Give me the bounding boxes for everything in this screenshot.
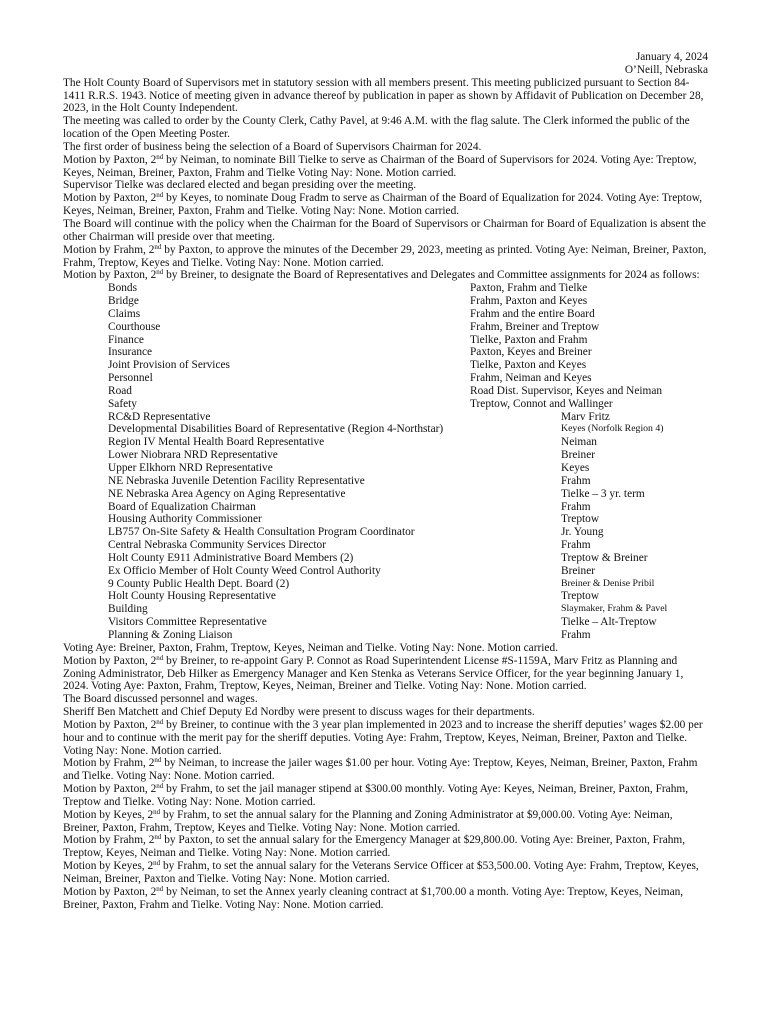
assignment-label: Building [108,603,148,616]
assignment-value: Frahm [561,474,591,487]
motion-paragraph [63,783,708,809]
assignment-value: Slaymaker, Frahm & Pavel [561,603,668,615]
motion-lead: Motion by Paxton, 2 [63,153,157,166]
committee-row [63,346,708,359]
assignment-value: Keyes [561,462,590,474]
committee-row [63,372,708,385]
assignment-value: Marv Fritz [561,410,610,423]
assignment-value: Paxton, Keyes and Breiner [470,346,592,359]
motion-lead: Motion by Paxton, 2 [63,783,157,796]
assignment-value: Paxton, Frahm and Tielke [470,282,588,295]
assignment-value: Frahm [561,628,591,641]
motion-paragraph: The Board will continue with the policy when the Chairman for the Board of Supervisors or Chairman for Board of Equalization is absent the other Chairman will preside over that meeting. [63,217,706,243]
representative-row [63,565,708,578]
ordinal-suffix: nd [154,833,162,842]
motion-body: by Paxton, to approve the minutes of the December 29, 2023, meeting as printed. Voting Aye: Neiman, Breiner, Paxton, Frahm, Treptow, Keyes and Tielke. Voting Nay: None. Motion carried. [63,243,707,269]
representative-row [63,616,708,629]
assignment-label: Finance [108,333,144,346]
ordinal-suffix: nd [156,152,164,161]
assignment-value: Treptow [561,590,600,603]
motion-lead: Motion by Frahm, 2 [63,757,155,770]
intro-section [63,77,708,154]
ordinal-suffix: nd [153,807,161,816]
assignment-label: Holt County Housing Representative [108,590,276,603]
motion-paragraph: Voting Aye: Breiner, Paxton, Frahm, Treptow, Keyes, Neiman and Tielke. Voting Nay: None. Motion carried. [63,641,558,654]
assignment-value: Frahm and the entire Board [470,307,595,320]
meeting-location: O’Neill, Nebraska [624,63,708,76]
representative-row [63,423,708,436]
assignment-label: Bridge [108,295,139,308]
ordinal-suffix: nd [153,859,161,868]
committee-row [63,398,708,411]
motion-paragraph [63,757,708,783]
representative-row [63,552,708,565]
representative-row [63,603,708,616]
committee-assignments [63,282,708,410]
motion-paragraph: The Board discussed personnel and wages. [63,693,258,706]
assignment-label: NE Nebraska Area Agency on Aging Representative [108,487,346,500]
assignment-value: Frahm, Breiner and Treptow [470,320,600,333]
assignment-label: RC&D Representative [108,410,211,423]
assignment-label: Claims [108,307,141,320]
ordinal-suffix: nd [156,884,164,893]
assignment-label: Region IV Mental Health Board Representative [108,436,325,449]
motion-lead: Motion by Paxton, 2 [63,654,157,667]
representative-row [63,411,708,424]
assignment-label: Bonds [108,282,137,295]
representative-row [63,488,708,501]
motion-paragraph [63,886,708,912]
assignment-label: Housing Authority Commissioner [108,513,262,526]
assignment-label: Board of Equalization Chairman [108,500,256,513]
motion-paragraph [63,269,708,282]
motion-body: by Breiner, to re-appoint Gary P. Connot as Road Superintendent License #S-1159A, Marv Fritz as Planning and Zoning Administrator, Deb Hilker as Emergency Manager and Ken Stenka as Veterans Service Officer, for the year beginning January 1, 2024. Voting Aye: Paxton, Frahm, Treptow, Keyes, Neiman, Breiner and Tielke. Voting Nay: None. Motion carried. [63,654,684,693]
assignment-label: Ex Officio Member of Holt County Weed Control Authority [108,564,381,577]
ordinal-suffix: nd [156,268,164,277]
assignment-label: Visitors Committee Representative [108,616,267,629]
representative-row [63,578,708,591]
assignment-label: Joint Provision of Services [108,359,230,372]
committee-row [63,359,708,372]
assignment-value: Treptow, Connot and Wallinger [470,397,613,410]
assignment-label: Upper Elkhorn NRD Representative [108,462,273,474]
representative-row [63,462,708,475]
ordinal-suffix: nd [156,653,164,662]
committee-row [63,282,708,295]
committee-row [63,385,708,398]
committee-row [63,334,708,347]
assignment-value: Tielke – 3 yr. term [561,487,645,500]
motion-paragraph [63,192,708,218]
motion-body: by Frahm, to set the annual salary for the Planning and Zoning Administrator at $9,000.00. Voting Aye: Neiman, Breiner, Paxton, Frahm, Treptow, Keyes and Tielke. Voting Nay: None. Motion carried. [63,808,673,834]
assignment-label: Road [108,384,132,397]
assignment-label: Insurance [108,346,153,359]
assignment-value: Road Dist. Supervisor, Keyes and Neiman [470,384,663,397]
ordinal-suffix: nd [156,782,164,791]
motions-section-1 [63,154,708,282]
representative-assignments [63,411,708,642]
motion-lead: Motion by Paxton, 2 [63,192,157,205]
representative-row [63,449,708,462]
assignment-value: Jr. Young [561,526,604,539]
motion-paragraph [63,154,708,180]
assignment-value: Tielke – Alt-Treptow [561,616,657,629]
motion-paragraph: Sheriff Ben Matchett and Chief Deputy Ed Nordby were present to discuss wages for their departments. [63,706,535,719]
document-page [63,51,708,912]
paragraph: The first order of business being the selection of a Board of Supervisors Chairman for 2024. [63,140,482,153]
assignment-label: LB757 On-Site Safety & Health Consultation Program Coordinator [108,526,415,539]
assignment-value: Tielke, Paxton and Keyes [470,359,587,372]
motion-paragraph [63,719,708,758]
assignment-label: Courthouse [108,320,161,333]
representative-row [63,501,708,514]
assignment-value: Frahm, Neiman and Keyes [470,372,592,385]
assignment-value: Breiner [561,564,596,577]
assignment-value: Frahm, Paxton and Keyes [470,295,588,308]
paragraph: The meeting was called to order by the County Clerk, Cathy Pavel, at 9:46 A.M. with the flag salute. The Clerk informed the public of the location of the Open Meeting Poster. [63,115,690,141]
ordinal-suffix: nd [156,717,164,726]
motion-body: by Neiman, to nominate Bill Tielke to serve as Chairman of the Board of Supervisors for 2024. Voting Aye: Treptow, Keyes, Neiman, Breiner, Paxton, Frahm and Tielke Voting Nay: None. Motion carried. [63,153,697,179]
motion-body: by Neiman, to increase the jailer wages $1.00 per hour. Voting Aye: Treptow, Keyes, Neiman, Breiner, Paxton, Frahm and Tielke. Voting Nay: None. Motion carried. [63,757,698,783]
representative-row [63,436,708,449]
motion-lead: Motion by Frahm, 2 [63,834,155,847]
assignment-value: Frahm [561,500,591,513]
ordinal-suffix: nd [154,756,162,765]
motion-body: by Neiman, to set the Annex yearly cleaning contract at $1,700.00 a month. Voting Aye: Treptow, Keyes, Neiman, Breiner, Paxton, Frahm and Tielke. Voting Nay: None. Motion carried. [63,885,684,911]
assignment-value: Breiner [561,449,596,462]
assignment-value: Keyes (Norfolk Region 4) [561,423,664,435]
motion-paragraph [63,655,708,694]
ordinal-suffix: nd [154,242,162,251]
motion-lead: Motion by Paxton, 2 [63,718,157,731]
assignment-label: 9 County Public Health Dept. Board (2) [108,577,290,590]
motions-section-2 [63,642,708,912]
assignment-label: NE Nebraska Juvenile Detention Facility Representative [108,474,365,487]
motion-lead: Motion by Paxton, 2 [63,885,157,898]
motion-lead: Motion by Paxton, 2 [63,269,157,282]
assignment-label: Lower Niobrara NRD Representative [108,449,278,462]
motion-body: by Breiner, to continue with the 3 year plan implemented in 2023 and to increase the sheriff deputies’ wages $2.00 per hour and to continue with the merit pay for the sheriff deputies. Voting Aye: Frahm, Treptow, Keyes, Neiman, Breiner, Paxton and Tielke. Voting Nay: None. Motion carried. [63,718,703,757]
representative-row [63,539,708,552]
assignment-value: Tielke, Paxton and Frahm [470,333,588,346]
representative-row [63,526,708,539]
motion-paragraph [63,834,708,860]
assignment-value: Neiman [561,436,597,449]
motion-body: by Paxton, to set the annual salary for the Emergency Manager at $29,800.00. Voting Aye: Breiner, Paxton, Frahm, Treptow, Keyes, Neiman and Tielke. Voting Nay: None. Motion carried. [63,834,686,860]
committee-row [63,295,708,308]
assignment-value: Treptow [561,513,600,526]
assignment-label: Holt County E911 Administrative Board Members (2) [108,551,354,564]
committee-row [63,321,708,334]
representative-row [63,475,708,488]
assignment-value: Treptow & Breiner [561,551,648,564]
motion-lead: Motion by Frahm, 2 [63,243,155,256]
paragraph: The Holt County Board of Supervisors met in statutory session with all members present. This meeting publicized pursuant to Section 84-1411 R.R.S. 1943. Notice of meeting given in advance thereof by publication in paper as shown by Affidavit of Publication on December 28, 2023, in the Holt County Independent. [63,76,704,115]
motion-paragraph: Supervisor Tielke was declared elected and began presiding over the meeting. [63,179,417,192]
assignment-label: Safety [108,397,137,410]
motion-paragraph [63,860,708,886]
representative-row [63,629,708,642]
motion-lead: Motion by Keyes, 2 [63,860,154,873]
assignment-value: Frahm [561,539,591,552]
motion-body: by Breiner, to designate the Board of Representatives and Delegates and Committee assignments for 2024 as follows: [163,269,700,282]
motion-body: by Frahm, to set the jail manager stipend at $300.00 monthly. Voting Aye: Keyes, Neiman, Breiner, Paxton, Frahm, Treptow and Tielke. Voting Nay: None. Motion carried. [63,783,689,808]
assignment-label: Personnel [108,372,153,385]
assignment-value: Breiner & Denise Pribil [561,577,655,589]
representative-row [63,513,708,526]
motion-lead: Motion by Keyes, 2 [63,808,154,821]
motion-paragraph [63,244,708,270]
motion-body: by Frahm, to set the annual salary for the Veterans Service Officer at $53,500.00. Voting Aye: Frahm, Treptow, Keyes, Neiman, Breiner, Paxton and Tielke. Voting Nay: None. Motion carried. [63,860,699,885]
assignment-label: Developmental Disabilities Board of Representative (Region 4-Northstar) [108,423,444,436]
motion-body: by Keyes, to nominate Doug Fradm to serve as Chairman of the Board of Equalization for 2024. Voting Aye: Treptow, Keyes, Neiman, Breiner, Paxton, Frahm and Tielke. Voting Nay: None. Motion carried. [63,192,703,218]
committee-row [63,308,708,321]
motion-paragraph [63,809,708,835]
meeting-date: January 4, 2024 [635,51,708,63]
representative-row [63,590,708,603]
ordinal-suffix: nd [156,191,164,200]
assignment-label: Planning & Zoning Liaison [108,628,233,641]
assignment-label: Central Nebraska Community Services Director [108,539,326,552]
